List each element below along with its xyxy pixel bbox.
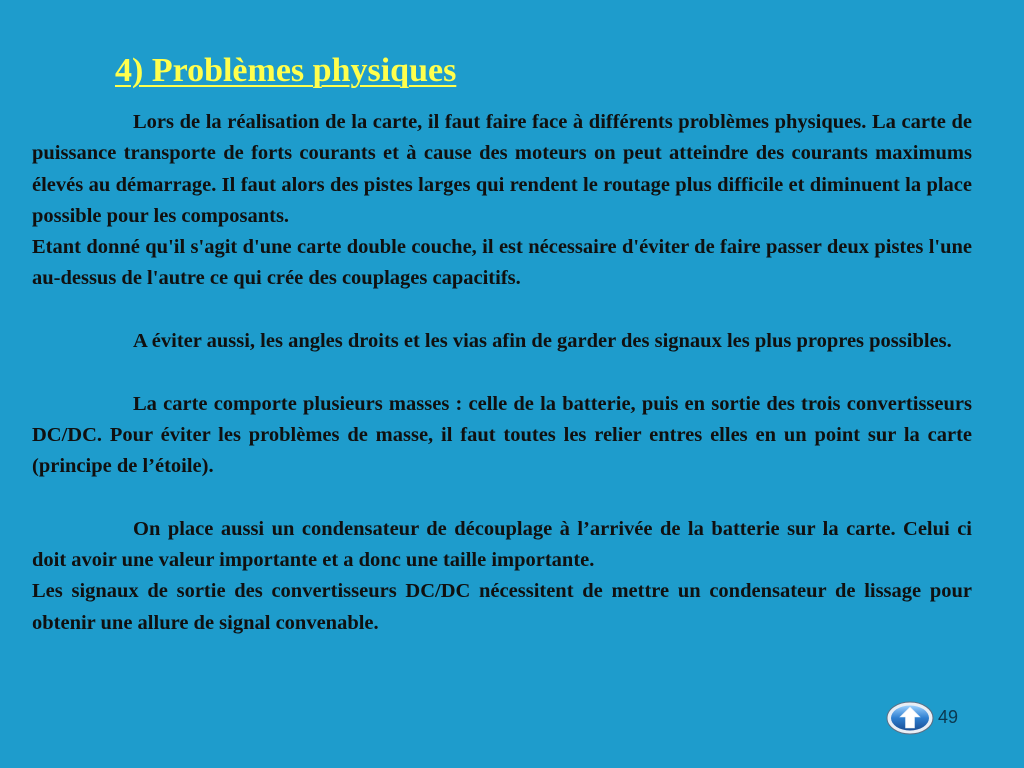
home-up-button[interactable] [886, 701, 934, 735]
slide-title: 4) Problèmes physiques [115, 52, 457, 89]
paragraph-grounds: La carte comporte plusieurs masses : celle de la batterie, puis en sortie des trois convertisseurs DC/DC. Pour éviter les problèmes de masse, il faut toutes les relier entres elles en un point sur la carte (principe de l’étoile). [32, 392, 972, 478]
page-number: 49 [938, 707, 959, 727]
paragraph-angles-vias: A éviter aussi, les angles droits et les vias afin de garder des signaux les plus propres possibles. [133, 330, 952, 353]
paragraph-double-layer: Etant donné qu'il s'agit d'une carte double couche, il est nécessaire d'éviter de faire passer deux pistes l'une au-dessus de l'autre ce qui crée des couplages capacitifs. [32, 236, 972, 290]
paragraph-smoothing: Les signaux de sortie des convertisseurs DC/DC nécessitent de mettre un condensateur de lissage pour obtenir une allure de signal convenable. [32, 580, 972, 634]
paragraph-spacer [32, 357, 972, 388]
up-arrow-icon [886, 701, 934, 735]
paragraph-spacer [32, 483, 972, 514]
slide-body [32, 107, 972, 639]
paragraph-power-board: Lors de la réalisation de la carte, il faut faire face à différents problèmes physiques. La carte de puissance transporte de forts courants et à cause des moteurs on peut atteindre des courants maximums élevés au démarrage. Il faut alors des pistes larges qui rendent le routage plus difficile et diminuent la place possible pour les composants. [32, 111, 972, 227]
paragraph-decoupling: On place aussi un condensateur de découplage à l’arrivée de la batterie sur la carte. Celui ci doit avoir une valeur importante et a donc une taille importante. [32, 517, 972, 572]
paragraph-spacer [32, 295, 972, 326]
